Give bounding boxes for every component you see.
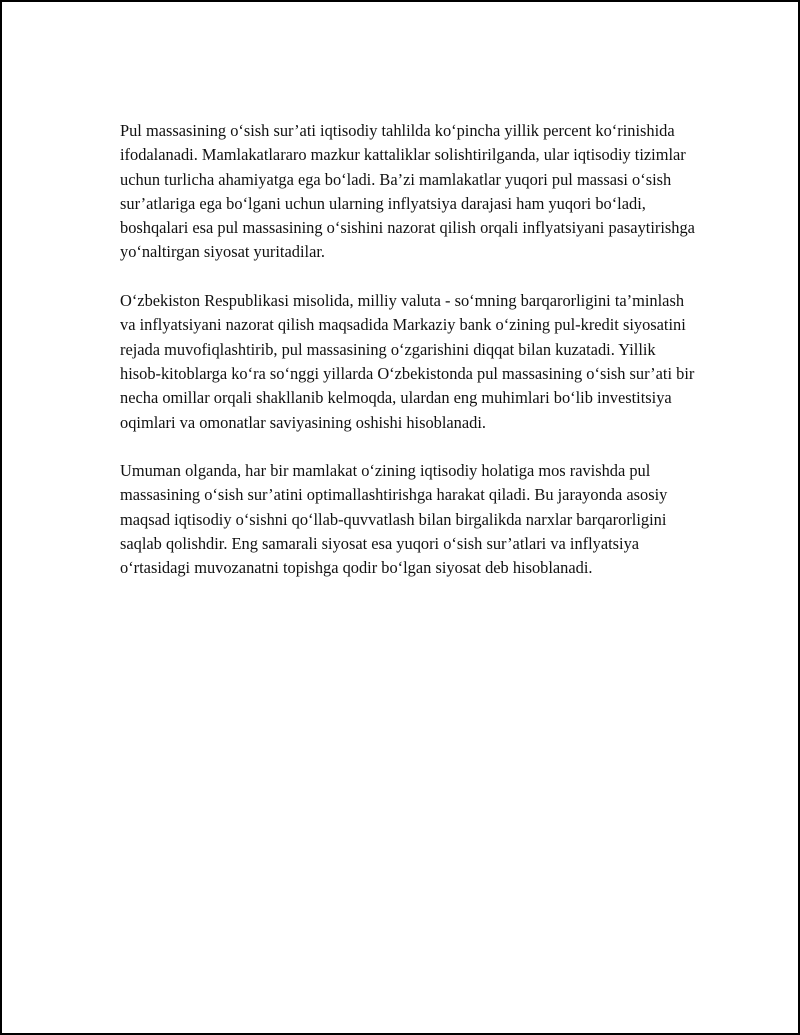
paragraph-2: O‘zbekiston Respublikasi misolida, milliy valuta - so‘mning barqarorligini ta’minlash va inflyatsiyani nazorat qilish maqsadida Markaziy bank o‘zining pul-kredit siyosatini rejada muvofiqlashtirib, pul massasining o‘zgarishini diqqat bilan kuzatadi. Yillik hisob-kitoblarga ko‘ra so‘nggi yillarda O‘zbekistonda pul massasining o‘sish sur’ati bir necha omillar orqali shakllanib kelmoqda, ulardan eng muhimlari bo‘lib investitsiya oqimlari va omonatlar saviyasining oshishi hisoblanadi. <box>120 291 695 432</box>
paragraph-3: Umuman olganda, har bir mamlakat o‘zining iqtisodiy holatiga mos ravishda pul massasining o‘sish sur’atini optimallashtirishga harakat qiladi. Bu jarayonda asosiy maqsad iqtisodiy o‘sishni qo‘llab-quvvatlash bilan birgalikda narxlar barqarorligini saqlab qolishdir. Eng samarali siyosat esa yuqori o‘sish sur’atlari va inflyatsiya o‘rtasidagi muvozanatni topishga qodir bo‘lgan siyosat deb hisoblanadi. <box>120 461 668 578</box>
document-body <box>120 119 700 605</box>
paragraph-1: Pul massasining o‘sish sur’ati iqtisodiy tahlilda ko‘pincha yillik percent ko‘rinishida ifodalanadi. Mamlakatlararo mazkur kattaliklar solishtirilganda, ular iqtisodiy tizimlar uchun turlicha ahamiyatga ega bo‘ladi. Ba’zi mamlakatlar yuqori pul massasi o‘sish sur’atlariga ega bo‘lgani uchun ularning inflyatsiya darajasi ham yuqori bo‘ladi, boshqalari esa pul massasining o‘sishini nazorat qilish orqali inflyatsiyani pasaytirishga yo‘naltirgan siyosat yuritadilar. <box>120 121 695 262</box>
